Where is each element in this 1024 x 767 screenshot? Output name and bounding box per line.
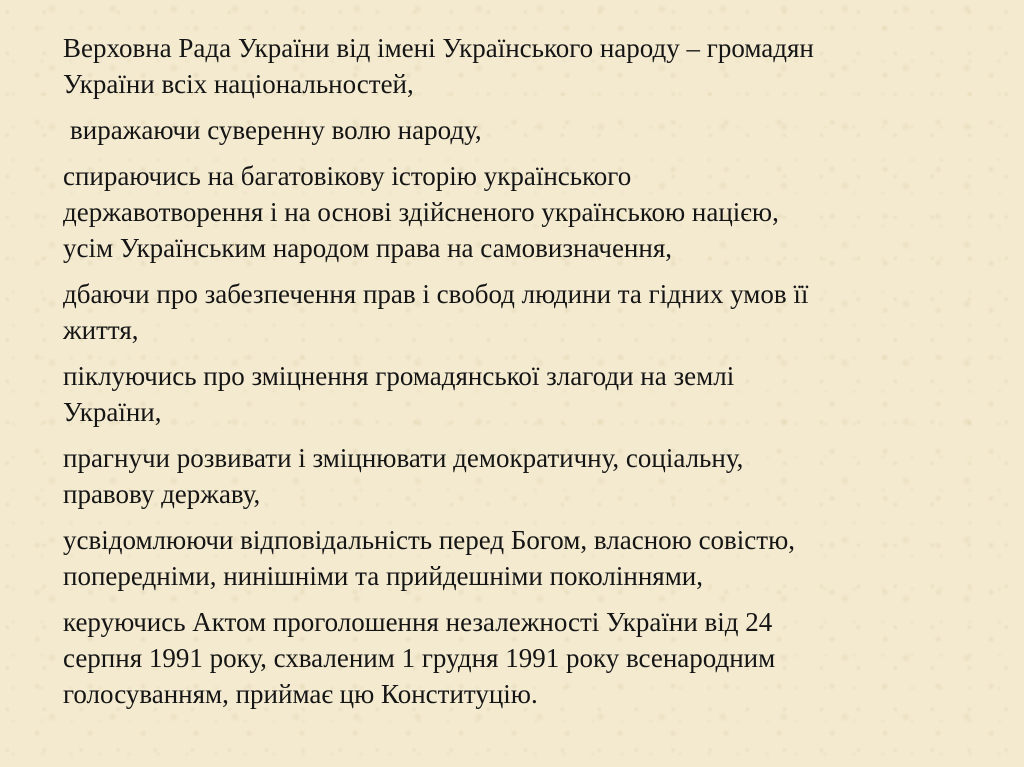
paragraph-sovereign-will: виражаючи суверенну волю народу, [70,115,482,145]
paragraph-responsibility: усвідомлюючи відповідальність перед Богом, власною совістю, попередніми, нинішніми та прийдешніми поколіннями, [63,525,796,591]
paragraph-civil-accord: піклуючись про зміцнення громадянської злагоди на землі України, [63,361,735,427]
paragraph-independence-act: керуючись Актом проголошення незалежності України від 24 серпня 1991 року, схваленим 1 грудня 1991 року всенародним голосуванням, приймає цю Конституцію. [63,607,776,709]
paragraph-democratic-state: прагнучи розвивати і зміцнювати демократичну, соціальну, правову державу, [63,443,744,509]
paragraph-verkhovna-rada: Верховна Рада України від імені Українського народу – громадян України всіх національностей, [63,33,814,99]
paragraph-history: спираючись на багатовікову історію українського державотворення і на основі здійсненого українською нацією, усім Українським народом права на самовизначення, [63,161,779,263]
paragraph-rights-freedoms: дбаючи про забезпечення прав і свобод людини та гідних умов її життя, [63,279,809,345]
